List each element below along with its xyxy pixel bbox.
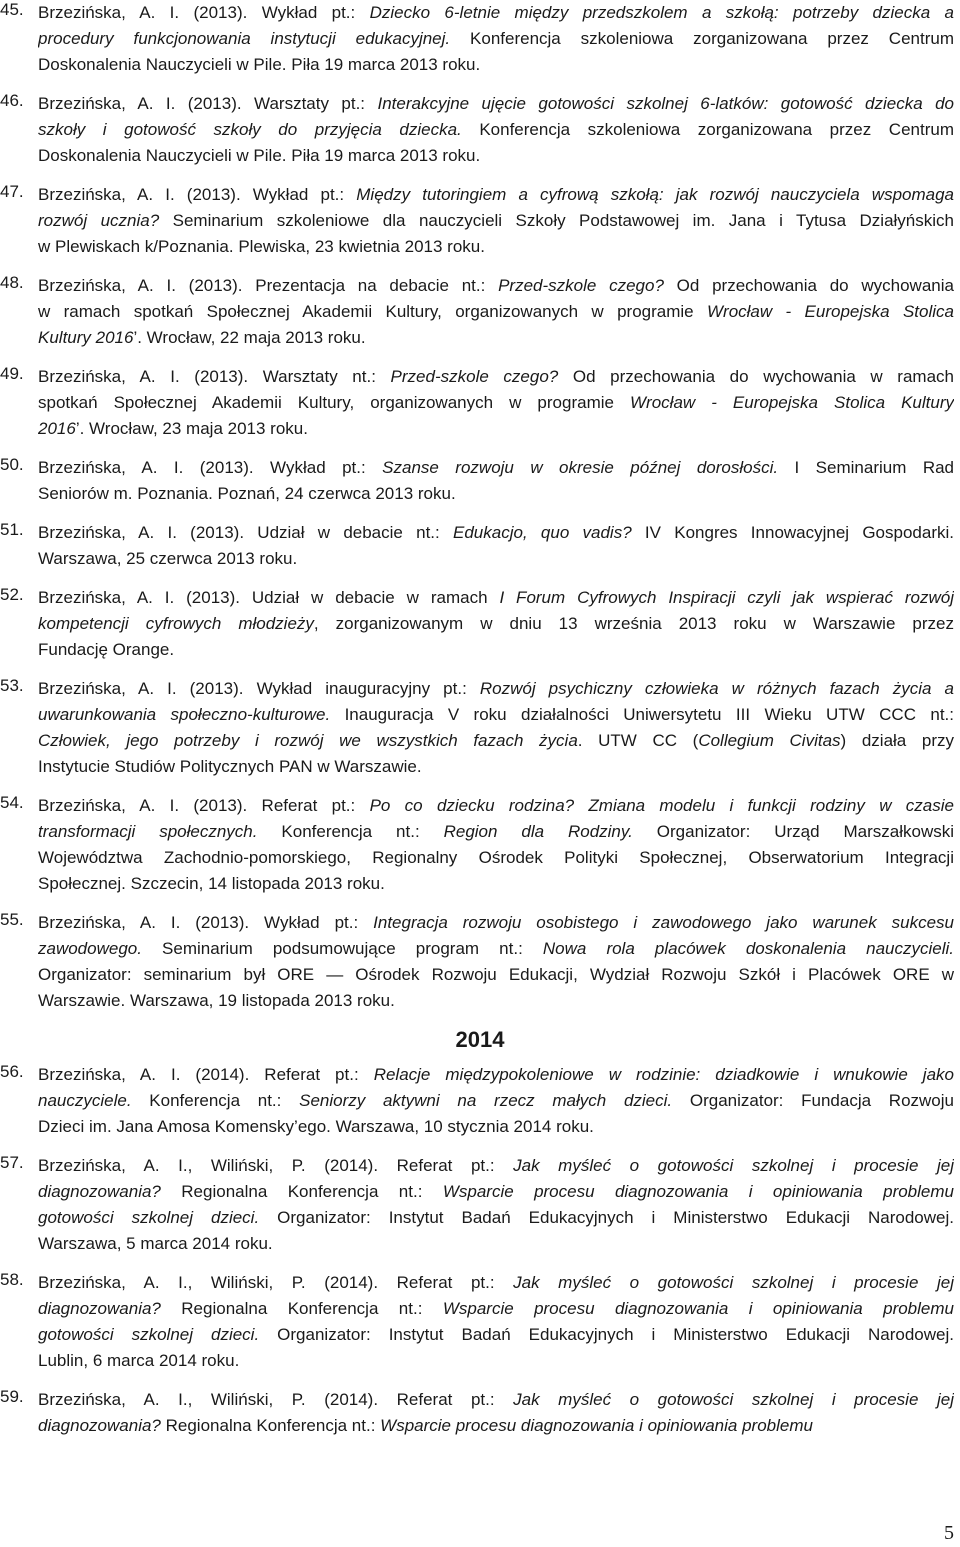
entry-line <box>38 455 954 481</box>
entry-text: Organizator: Instytut Badań Edukacyjnych i Ministerstwo Edukacji Narodowej. <box>259 1208 954 1227</box>
entry-line <box>38 1296 954 1322</box>
entry-text: Warszawie. Warszawa, 19 listopada 2013 roku. <box>38 991 395 1010</box>
entry-text: Doskonalenia Nauczycieli w Pile. Piła 19 marca 2013 roku. <box>38 146 481 165</box>
entry-text: Seniorów m. Poznania. Poznań, 24 czerwca 2013 roku. <box>38 484 456 503</box>
entry-line <box>38 546 954 572</box>
entry-text: Województwa Zachodnio-pomorskiego, Regionalny Ośrodek Polityki Społecznej, Obserwatorium Integracji <box>38 848 954 867</box>
entry-line <box>38 845 954 871</box>
entry-line <box>38 1270 954 1296</box>
entry-text: Brzezińska, A. I. (2013). Prezentacja na debacie nt.: <box>38 276 499 295</box>
entry-title-text: Szanse rozwoju w okresie późnej dorosłości. <box>382 458 779 477</box>
entry-number: 47. <box>0 182 24 201</box>
entry-text: Lublin, 6 marca 2014 roku. <box>38 1351 240 1370</box>
entry-title-text: nauczyciele. <box>38 1091 132 1110</box>
entry-number: 58. <box>0 1270 24 1289</box>
bibliography-entry <box>0 1153 960 1257</box>
entry-line <box>38 962 954 988</box>
entry-line <box>38 208 954 234</box>
entry-text: ) działa przy <box>840 731 954 750</box>
entry-text: Brzezińska, A. I. (2013). Wykład inauguracyjny pt.: <box>38 679 480 698</box>
bibliography-entry <box>0 1270 960 1374</box>
entry-number: 54. <box>0 793 24 812</box>
entry-text: ’. Wrocław, 22 maja 2013 roku. <box>133 328 366 347</box>
entry-title-text: Człowiek, jego potrzeby i rozwój we wszystkich fazach życia <box>38 731 578 750</box>
entry-line <box>38 143 954 169</box>
entry-text: . UTW CC ( <box>577 731 699 750</box>
entry-title-text: Interakcyjne ujęcie gotowości szkolnej 6-latków: gotowość dziecka do <box>377 94 954 113</box>
entry-spacer <box>0 1374 960 1387</box>
bibliography-entry <box>0 182 960 260</box>
bibliography-entry <box>0 455 960 507</box>
entry-text: Od przechowania do wychowania <box>663 276 954 295</box>
entry-title-text: diagnozowania? <box>38 1299 161 1318</box>
bibliography-entry <box>0 910 960 1014</box>
entry-spacer <box>0 351 960 364</box>
entry-title-text: Nowa rola placówek doskonalenia nauczycieli. <box>542 939 954 958</box>
entry-text: Brzezińska, A. I. (2014). Referat pt.: <box>38 1065 374 1084</box>
entry-title-text: Wsparcie procesu diagnozowania i opiniowania problemu <box>442 1182 954 1201</box>
entry-number: 55. <box>0 910 24 929</box>
entry-text: Brzezińska, A. I. (2013). Udział w debacie w ramach <box>38 588 500 607</box>
entry-text: Od przechowania do wychowania w ramach <box>558 367 954 386</box>
bibliography-entry <box>0 1062 960 1140</box>
entry-line <box>38 910 954 936</box>
entry-line <box>38 234 954 260</box>
entry-text: w Plewiskach k/Poznania. Plewiska, 23 kwietnia 2013 roku. <box>38 237 485 256</box>
entry-title-text: Przed-szkole czego? <box>498 276 664 295</box>
entry-number: 45. <box>0 0 24 19</box>
entry-line <box>38 364 954 390</box>
entry-number: 56. <box>0 1062 24 1081</box>
entry-title-text: zawodowego. <box>38 939 142 958</box>
entry-title-text: Przed-szkole czego? <box>390 367 559 386</box>
entry-line <box>38 988 954 1014</box>
entry-text: Konferencja szkoleniowa zorganizowana przez Centrum <box>450 29 954 48</box>
entry-spacer <box>0 442 960 455</box>
entry-line <box>38 611 954 637</box>
entry-spacer <box>0 169 960 182</box>
entry-text: Brzezińska, A. I. (2013). Udział w debacie nt.: <box>38 523 453 542</box>
entry-title-text: I Forum Cyfrowych Inspiracji czyli jak wspierać rozwój <box>499 588 954 607</box>
entry-number: 59. <box>0 1387 24 1406</box>
bibliography-entry <box>0 520 960 572</box>
entry-title-text: Jak myśleć o gotowości szkolnej i procesie jej <box>513 1273 954 1292</box>
entry-number: 52. <box>0 585 24 604</box>
entry-text: Organizator: Instytut Badań Edukacyjnych i Ministerstwo Edukacji Narodowej. <box>259 1325 954 1344</box>
entry-number: 48. <box>0 273 24 292</box>
entry-line <box>38 793 954 819</box>
entry-text: Brzezińska, A. I. (2013). Wykład pt.: <box>38 458 383 477</box>
entry-spacer <box>0 260 960 273</box>
entry-line <box>38 0 954 26</box>
entry-line <box>38 117 954 143</box>
entry-text: ’. Wrocław, 23 maja 2013 roku. <box>75 419 308 438</box>
entry-line <box>38 1205 954 1231</box>
entry-number: 53. <box>0 676 24 695</box>
entry-line <box>38 26 954 52</box>
entry-title-text: Wsparcie procesu diagnozowania i opiniowania problemu <box>380 1416 813 1435</box>
entry-text: Konferencja nt.: <box>257 822 444 841</box>
entry-spacer <box>0 78 960 91</box>
entry-text: Organizator: Urząd Marszałkowski <box>632 822 954 841</box>
entry-text: Brzezińska, A. I. (2013). Wykład pt.: <box>38 185 357 204</box>
entry-text: Seminarium szkoleniowe dla nauczycieli Szkoły Podstawowej im. Jana i Tytusa Działyńskich <box>159 211 954 230</box>
entry-line <box>38 481 954 507</box>
entry-line <box>38 390 954 416</box>
entry-number: 51. <box>0 520 24 539</box>
entry-text: Regionalna Konferencja nt.: <box>160 1416 381 1435</box>
entry-line <box>38 1153 954 1179</box>
bibliography-entry <box>0 676 960 780</box>
entry-text: Warszawa, 25 czerwca 2013 roku. <box>38 549 298 568</box>
bibliography-entry <box>0 91 960 169</box>
entry-title-text: Seniorzy aktywni na rzecz małych dzieci. <box>299 1091 673 1110</box>
entry-line <box>38 416 954 442</box>
entry-spacer <box>0 897 960 910</box>
entry-line <box>38 702 954 728</box>
entry-title-text: Jak myśleć o gotowości szkolnej i procesie jej <box>513 1156 954 1175</box>
entry-line <box>38 52 954 78</box>
entry-line <box>38 273 954 299</box>
entry-title-text: Relacje międzypokoleniowe w rodzinie: dziadkowie i wnukowie jako <box>373 1065 954 1084</box>
entry-line <box>38 1231 954 1257</box>
entry-line <box>38 585 954 611</box>
entry-line <box>38 1348 954 1374</box>
entry-number: 50. <box>0 455 24 474</box>
entry-number: 49. <box>0 364 24 383</box>
entry-text: Seminarium podsumowujące program nt.: <box>141 939 543 958</box>
bibliography-entry <box>0 0 960 78</box>
bibliography-entry <box>0 585 960 663</box>
entry-title-text: Jak myśleć o gotowości szkolnej i procesie jej <box>513 1390 954 1409</box>
entry-line <box>38 325 954 351</box>
entry-text: Brzezińska, A. I. (2013). Wykład pt.: <box>38 913 374 932</box>
entry-text: Organizator: seminarium był ORE — Ośrodek Rozwoju Edukacji, Wydział Rozwoju Szkół i Placówek ORE w <box>38 965 954 984</box>
entry-title-text: gotowości szkolnej dzieci. <box>38 1208 260 1227</box>
entry-line <box>38 520 954 546</box>
entry-text: Dzieci im. Jana Amosa Komensky’ego. Warszawa, 10 stycznia 2014 roku. <box>38 1117 594 1136</box>
entry-spacer <box>0 1140 960 1153</box>
entry-text: Brzezińska, A. I., Wiliński, P. (2014). Referat pt.: <box>38 1390 514 1409</box>
entry-text: Brzezińska, A. I. (2013). Warsztaty pt.: <box>38 94 378 113</box>
bibliography-entry <box>0 1387 960 1439</box>
entry-line <box>38 871 954 897</box>
entry-title-text: Wsparcie procesu diagnozowania i opiniowania problemu <box>442 1299 954 1318</box>
entry-title-text: Rozwój psychiczny człowieka w różnych fazach życia a <box>479 679 954 698</box>
entry-line <box>38 299 954 325</box>
entry-title-text: procedury funkcjonowania instytucji edukacyjnej. <box>38 29 451 48</box>
entry-text: Instytucie Studiów Politycznych PAN w Warszawie. <box>38 757 422 776</box>
entry-text: Brzezińska, A. I. (2013). Warsztaty nt.: <box>38 367 391 386</box>
entry-text: , zorganizowanym w dniu 13 września 2013 roku w Warszawie przez <box>313 614 954 633</box>
entry-line <box>38 676 954 702</box>
entry-title-text: Po co dziecku rodzina? Zmiana modelu i funkcji rodziny w czasie <box>369 796 954 815</box>
entry-title-text: 2016 <box>38 419 76 438</box>
year-heading: 2014 <box>455 1027 505 1052</box>
entry-line <box>38 819 954 845</box>
entry-title-text: Region dla Rodziny. <box>443 822 633 841</box>
entry-text: Regionalna Konferencja nt.: <box>160 1182 443 1201</box>
entry-spacer <box>0 572 960 585</box>
entry-title-text: Dziecko 6-letnie między przedszkolem a szkołą: potrzeby dziecka a <box>369 3 954 22</box>
entry-text: Konferencja nt.: <box>131 1091 300 1110</box>
entry-title-text: Wrocław - Europejska Stolica Kultury <box>630 393 954 412</box>
entry-title-text: transformacji społecznych. <box>38 822 258 841</box>
entry-line <box>38 1413 954 1439</box>
entry-text: Regionalna Konferencja nt.: <box>160 1299 443 1318</box>
entry-text: Konferencja szkoleniowa zorganizowana przez Centrum <box>461 120 954 139</box>
entry-text: w ramach spotkań Społecznej Akademii Kultury, organizowanych w programie <box>38 302 707 321</box>
page-number: 5 <box>944 1522 954 1544</box>
entry-title-text: szkoły i gotowość szkoły do przyjęcia dziecka. <box>38 120 462 139</box>
entry-line <box>38 1088 954 1114</box>
entry-line <box>38 182 954 208</box>
entry-line <box>38 1322 954 1348</box>
entry-text: Inauguracja V roku działalności Uniwersytetu III Wieku UTW CCC nt.: <box>330 705 954 724</box>
entry-text: I Seminarium Rad <box>778 458 954 477</box>
entry-text: Brzezińska, A. I. (2013). Referat pt.: <box>38 796 370 815</box>
entry-title-text: Edukacjo, quo vadis? <box>453 523 632 542</box>
entry-title-text: Między tutoringiem a cyfrową szkołą: jak rozwój nauczyciela wspomaga <box>356 185 954 204</box>
entry-title-text: rozwój ucznia? <box>38 211 160 230</box>
entry-title-text: Wrocław - Europejska Stolica <box>706 302 954 321</box>
entry-spacer <box>0 663 960 676</box>
entry-title-text: diagnozowania? <box>38 1416 161 1435</box>
entry-line <box>38 637 954 663</box>
entry-spacer <box>0 780 960 793</box>
entry-text: Brzezińska, A. I. (2013). Wykład pt.: <box>38 3 370 22</box>
entry-line <box>38 1179 954 1205</box>
entry-text: Brzezińska, A. I., Wiliński, P. (2014). Referat pt.: <box>38 1156 514 1175</box>
bibliography-entry <box>0 273 960 351</box>
entry-text: Doskonalenia Nauczycieli w Pile. Piła 19 marca 2013 roku. <box>38 55 481 74</box>
entry-text: spotkań Społecznej Akademii Kultury, organizowanych w programie <box>38 393 631 412</box>
entry-title-text: uwarunkowania społeczno-kulturowe. <box>38 705 331 724</box>
entry-text: Fundację Orange. <box>38 640 175 659</box>
entry-title-text: kompetencji cyfrowych młodzieży <box>38 614 314 633</box>
entry-title-text: Kultury 2016 <box>38 328 134 347</box>
entry-line <box>38 936 954 962</box>
entry-number: 46. <box>0 91 24 110</box>
entry-number: 57. <box>0 1153 24 1172</box>
entry-text: Warszawa, 5 marca 2014 roku. <box>38 1234 273 1253</box>
entry-text: Społecznej. Szczecin, 14 listopada 2013 roku. <box>38 874 385 893</box>
entry-text: IV Kongres Innowacyjnej Gospodarki. <box>631 523 954 542</box>
entry-line <box>38 728 954 754</box>
entry-title-text: gotowości szkolnej dzieci. <box>38 1325 260 1344</box>
entry-spacer <box>0 1257 960 1270</box>
entry-spacer <box>0 507 960 520</box>
entry-line <box>38 1062 954 1088</box>
entry-line <box>38 1114 954 1140</box>
entry-title-text: Integracja rozwoju osobistego i zawodowego jako warunek sukcesu <box>373 913 954 932</box>
entry-text: Organizator: Fundacja Rozwoju <box>672 1091 954 1110</box>
entry-title-text: diagnozowania? <box>38 1182 161 1201</box>
entry-line <box>38 754 954 780</box>
bibliography-entry <box>0 793 960 897</box>
entry-line <box>38 1387 954 1413</box>
bibliography-entry <box>0 364 960 442</box>
entry-text: Brzezińska, A. I., Wiliński, P. (2014). Referat pt.: <box>38 1273 514 1292</box>
entry-title-text: Collegium Civitas <box>698 731 841 750</box>
entry-line <box>38 91 954 117</box>
